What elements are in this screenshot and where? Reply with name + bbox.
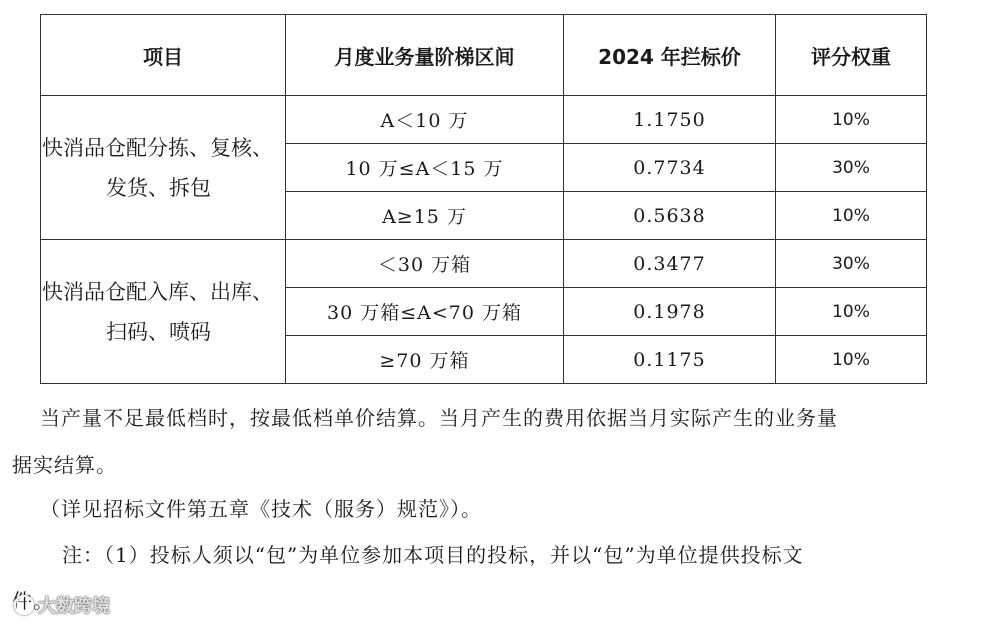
tier-cell: 10 万≤A＜15 万 (286, 144, 564, 192)
watermark-text: 大数跨境 (38, 596, 110, 617)
price-cell: 0.1175 (564, 336, 776, 384)
item-cell-sorting (41, 96, 286, 240)
tier-cell: ＜30 万箱 (286, 240, 564, 288)
price-cell: 0.1978 (564, 288, 776, 336)
watermark (14, 592, 110, 618)
item-label-line2: 扫码、喷码 (106, 319, 211, 344)
table-row (41, 96, 927, 144)
item-label-line1: 快消品仓配入库、出库、 (42, 279, 273, 304)
weight-cell: 30% (776, 144, 927, 192)
item-cell-inbound (41, 240, 286, 384)
settlement-paragraph: 当产量不足最低档时，按最低档单价结算。当月产生的费用依据当月实际产生的业务量 (40, 406, 838, 430)
settlement-paragraph-cont: 据实结算。 (12, 453, 117, 477)
weight-cell: 10% (776, 288, 927, 336)
brand-logo-icon (14, 595, 34, 615)
weight-cell: 30% (776, 240, 927, 288)
tier-cell: A＜10 万 (286, 96, 564, 144)
item-label-line2: 发货、拆包 (106, 175, 211, 200)
weight-cell: 10% (776, 192, 927, 240)
header-price: 2024 年拦标价 (564, 15, 776, 96)
header-tier: 月度业务量阶梯区间 (286, 15, 564, 96)
bidding-note-cont: 件。 (12, 589, 54, 613)
price-cell: 1.1750 (564, 96, 776, 144)
table-row (41, 240, 927, 288)
price-cell: 0.5638 (564, 192, 776, 240)
weight-cell: 10% (776, 336, 927, 384)
tier-cell: ≥70 万箱 (286, 336, 564, 384)
item-label-line1: 快消品仓配分拣、复核、 (42, 135, 273, 160)
header-item: 项目 (41, 15, 286, 96)
price-cell: 0.7734 (564, 144, 776, 192)
tier-cell: 30 万箱≤A<70 万箱 (286, 288, 564, 336)
tier-cell: A≥15 万 (286, 192, 564, 240)
header-weight: 评分权重 (776, 15, 927, 96)
weight-cell: 10% (776, 96, 927, 144)
table-header-row (41, 15, 927, 96)
reference-note: （详见招标文件第五章《技术（服务）规范》）。 (40, 497, 482, 521)
price-cell: 0.3477 (564, 240, 776, 288)
tender-price-table (40, 14, 927, 384)
bidding-note: 注：（1）投标人须以“包”为单位参加本项目的投标，并以“包”为单位提供投标文 (62, 543, 804, 567)
